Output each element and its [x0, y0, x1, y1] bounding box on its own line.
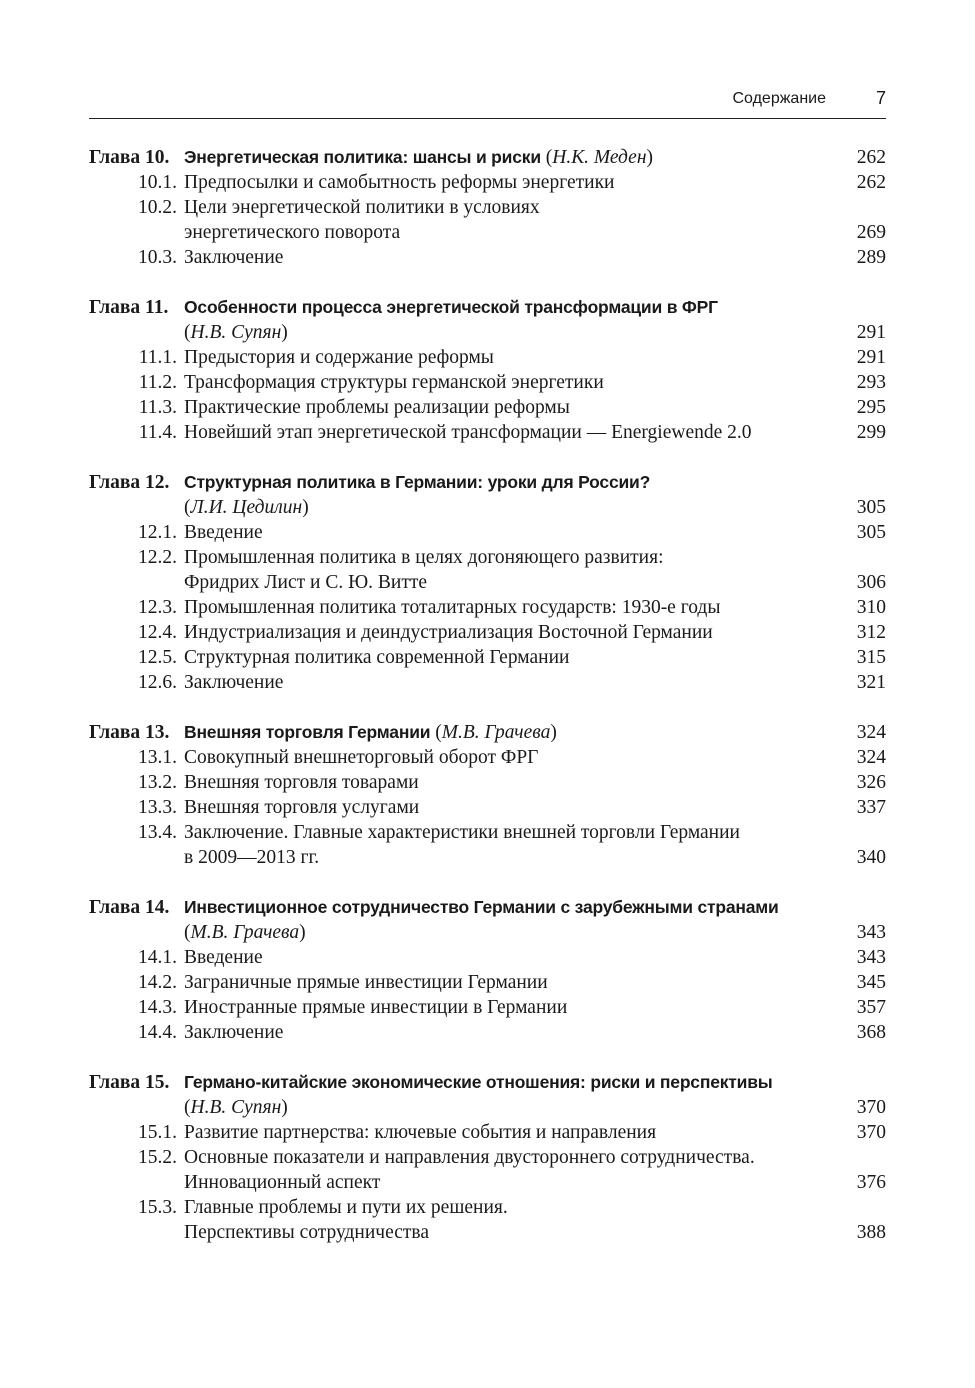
chapter-title — [184, 1070, 773, 1095]
toc-entry-line — [89, 1120, 886, 1145]
toc-entry-line — [89, 345, 886, 370]
chapter-title: Энергетическая политика: шансы и риски (Н.К. Меден) — [184, 147, 653, 168]
toc-entry-line — [89, 245, 886, 270]
page-number: 7 — [875, 88, 886, 108]
section-title: Перспективы сотрудничества — [184, 1222, 430, 1243]
section-number: 14.1. — [138, 947, 177, 968]
section-page-number: 388 — [856, 1222, 886, 1243]
toc-entry-line — [89, 1170, 886, 1195]
section-page-number: 343 — [856, 947, 886, 968]
table-of-contents — [89, 145, 886, 1270]
chapter-title-text: Особенности процесса энергетической трансформации в ФРГ — [184, 297, 718, 317]
toc-entry-line — [89, 670, 886, 695]
chapter-author-line — [89, 920, 886, 945]
section-title: энергетического поворота — [184, 222, 401, 243]
chapter-heading-line — [89, 1070, 886, 1095]
chapter-author-line — [89, 320, 886, 345]
chapter-heading-line — [89, 470, 886, 495]
toc-entry-line — [89, 970, 886, 995]
chapter-author-wrap: (Н.В. Супян) — [184, 1097, 288, 1118]
chapter-title-text: Структурная политика в Германии: уроки для России? — [184, 472, 651, 492]
section-title: Новейший этап энергетической трансформации — Energiewende 2.0 — [184, 422, 752, 443]
chapter-page-number: 305 — [856, 497, 886, 518]
section-number: 11.4. — [138, 422, 177, 443]
section-number: 13.1. — [138, 747, 177, 768]
toc-entry-line — [89, 520, 886, 545]
section-title: Цели энергетической политики в условиях — [184, 197, 540, 218]
chapter-number: Глава 10. — [89, 147, 170, 168]
toc-entry-line — [89, 1195, 886, 1220]
chapter-number: Глава 11. — [89, 297, 169, 318]
section-title: Заграничные прямые инвестиции Германии — [184, 972, 548, 993]
chapter-title — [184, 470, 650, 495]
section-page-number: 262 — [856, 172, 886, 193]
running-header — [89, 86, 886, 119]
section-title: Основные показатели и направления двустороннего сотрудничества. — [184, 1147, 755, 1168]
section-page-number: 291 — [856, 347, 886, 368]
section-title: Совокупный внешнеторговый оборот ФРГ — [184, 747, 539, 768]
section-number: 10.3. — [138, 247, 177, 268]
section-title: Индустриализация и деиндустриализация Восточной Германии — [184, 622, 713, 643]
section-number: 14.3. — [138, 997, 177, 1018]
chapter-author: Л.И. Цедилин — [190, 497, 303, 518]
section-title: Фридрих Лист и С. Ю. Витте — [184, 572, 428, 593]
section-title: Введение — [184, 522, 263, 543]
chapter-author: М.В. Грачева — [441, 722, 551, 743]
chapter-heading-line — [89, 895, 886, 920]
section-page-number: 337 — [856, 797, 886, 818]
toc-entry-line — [89, 570, 886, 595]
section-title: Промышленная политика тоталитарных государств: 1930-е годы — [184, 597, 721, 618]
chapter-title: Внешняя торговля Германии (М.В. Грачева) — [184, 722, 557, 743]
section-title: Внешняя торговля товарами — [184, 772, 419, 793]
chapter-page-number: 370 — [856, 1097, 886, 1118]
chapter-heading-line — [89, 295, 886, 320]
section-number: 10.1. — [138, 172, 177, 193]
section-number: 10.2. — [138, 197, 177, 218]
toc-entry-line — [89, 1020, 886, 1045]
toc-entry-line — [89, 1145, 886, 1170]
chapter-block — [89, 145, 886, 270]
section-page-number: 305 — [856, 522, 886, 543]
chapter-number: Глава 14. — [89, 897, 170, 918]
chapter-heading-line — [89, 145, 886, 170]
section-title: Введение — [184, 947, 263, 968]
section-number: 12.2. — [138, 547, 177, 568]
chapter-page-number: 343 — [856, 922, 886, 943]
section-number: 13.3. — [138, 797, 177, 818]
chapter-author: Н.К. Меден — [552, 147, 647, 168]
section-number: 12.4. — [138, 622, 177, 643]
section-page-number: 293 — [856, 372, 886, 393]
chapter-title — [184, 895, 779, 920]
section-number: 14.4. — [138, 1022, 177, 1043]
section-number: 13.2. — [138, 772, 177, 793]
section-page-number: 324 — [856, 747, 886, 768]
toc-entry-line — [89, 545, 886, 570]
section-page-number: 340 — [856, 847, 886, 868]
section-number: 11.3. — [138, 397, 177, 418]
toc-entry-line — [89, 820, 886, 845]
section-number: 11.2. — [138, 372, 177, 393]
section-number: 15.1. — [138, 1122, 177, 1143]
section-title: Трансформация структуры германской энергетики — [184, 372, 604, 393]
section-title: Промышленная политика в целях догоняющего развития: — [184, 547, 664, 568]
chapter-number: Глава 12. — [89, 472, 170, 493]
chapter-block — [89, 720, 886, 870]
section-page-number: 321 — [856, 672, 886, 693]
section-page-number: 370 — [856, 1122, 886, 1143]
section-number: 11.1. — [138, 347, 177, 368]
chapter-block — [89, 895, 886, 1045]
chapter-title-text: Германо-китайские экономические отношения: риски и перспективы — [184, 1072, 773, 1092]
section-number: 12.1. — [138, 522, 177, 543]
section-page-number: 345 — [856, 972, 886, 993]
section-title: Заключение — [184, 672, 284, 693]
chapter-title-text: Энергетическая политика: шансы и риски — [184, 147, 541, 167]
chapter-number: Глава 13. — [89, 722, 170, 743]
toc-entry-line — [89, 745, 886, 770]
section-title: Структурная политика современной Германии — [184, 647, 570, 668]
section-title: Внешняя торговля услугами — [184, 797, 420, 818]
section-title: Предпосылки и самобытность реформы энергетики — [184, 172, 615, 193]
toc-entry-line — [89, 420, 886, 445]
section-title: Практические проблемы реализации реформы — [184, 397, 570, 418]
chapter-title-text: Инвестиционное сотрудничество Германии с зарубежными странами — [184, 897, 779, 917]
toc-entry-line — [89, 395, 886, 420]
section-page-number: 310 — [856, 597, 886, 618]
chapter-title — [184, 295, 718, 320]
chapter-author-line — [89, 495, 886, 520]
toc-entry-line — [89, 995, 886, 1020]
toc-entry-line — [89, 795, 886, 820]
section-page-number: 312 — [856, 622, 886, 643]
section-title: в 2009—2013 гг. — [184, 847, 320, 868]
toc-entry-line — [89, 945, 886, 970]
section-title: Развитие партнерства: ключевые события и направления — [184, 1122, 657, 1143]
toc-entry-line — [89, 845, 886, 870]
chapter-block — [89, 295, 886, 445]
chapter-author-wrap: (М.В. Грачева) — [184, 922, 306, 943]
section-page-number: 289 — [856, 247, 886, 268]
section-page-number: 306 — [856, 572, 886, 593]
section-title: Заключение — [184, 247, 284, 268]
chapter-title-text: Внешняя торговля Германии — [184, 722, 431, 742]
section-page-number: 299 — [856, 422, 886, 443]
toc-entry-line — [89, 220, 886, 245]
toc-entry-line — [89, 370, 886, 395]
section-number: 15.3. — [138, 1197, 177, 1218]
section-number: 12.3. — [138, 597, 177, 618]
chapter-heading-line — [89, 720, 886, 745]
chapter-author-wrap: (Н.В. Супян) — [184, 322, 288, 343]
chapter-number: Глава 15. — [89, 1072, 170, 1093]
chapter-page-number: 291 — [856, 322, 886, 343]
section-number: 12.6. — [138, 672, 177, 693]
toc-entry-line — [89, 770, 886, 795]
chapter-page-number: 262 — [856, 147, 886, 168]
toc-entry-line — [89, 620, 886, 645]
section-title: Предыстория и содержание реформы — [184, 347, 494, 368]
chapter-author: М.В. Грачева — [190, 922, 300, 943]
toc-entry-line — [89, 195, 886, 220]
section-page-number: 326 — [856, 772, 886, 793]
chapter-page-number: 324 — [856, 722, 886, 743]
chapter-author-wrap: (Л.И. Цедилин) — [184, 497, 309, 518]
section-number: 14.2. — [138, 972, 177, 993]
section-number: 15.2. — [138, 1147, 177, 1168]
section-title: Заключение. Главные характеристики внешней торговли Германии — [184, 822, 740, 843]
toc-entry-line — [89, 595, 886, 620]
toc-entry-line — [89, 1220, 886, 1245]
section-number: 12.5. — [138, 647, 177, 668]
chapter-author: Н.В. Супян — [190, 322, 282, 343]
section-page-number: 376 — [856, 1172, 886, 1193]
section-page-number: 295 — [856, 397, 886, 418]
chapter-block — [89, 1070, 886, 1245]
section-page-number: 368 — [856, 1022, 886, 1043]
running-title: Содержание — [732, 90, 826, 107]
section-title: Заключение — [184, 1022, 284, 1043]
section-number: 13.4. — [138, 822, 177, 843]
section-title: Инновационный аспект — [184, 1172, 381, 1193]
toc-entry-line — [89, 170, 886, 195]
chapter-author-line — [89, 1095, 886, 1120]
toc-entry-line — [89, 645, 886, 670]
chapter-author: Н.В. Супян — [190, 1097, 282, 1118]
section-page-number: 315 — [856, 647, 886, 668]
chapter-block — [89, 470, 886, 695]
section-page-number: 357 — [856, 997, 886, 1018]
section-title: Главные проблемы и пути их решения. — [184, 1197, 508, 1218]
section-title: Иностранные прямые инвестиции в Германии — [184, 997, 568, 1018]
section-page-number: 269 — [856, 222, 886, 243]
